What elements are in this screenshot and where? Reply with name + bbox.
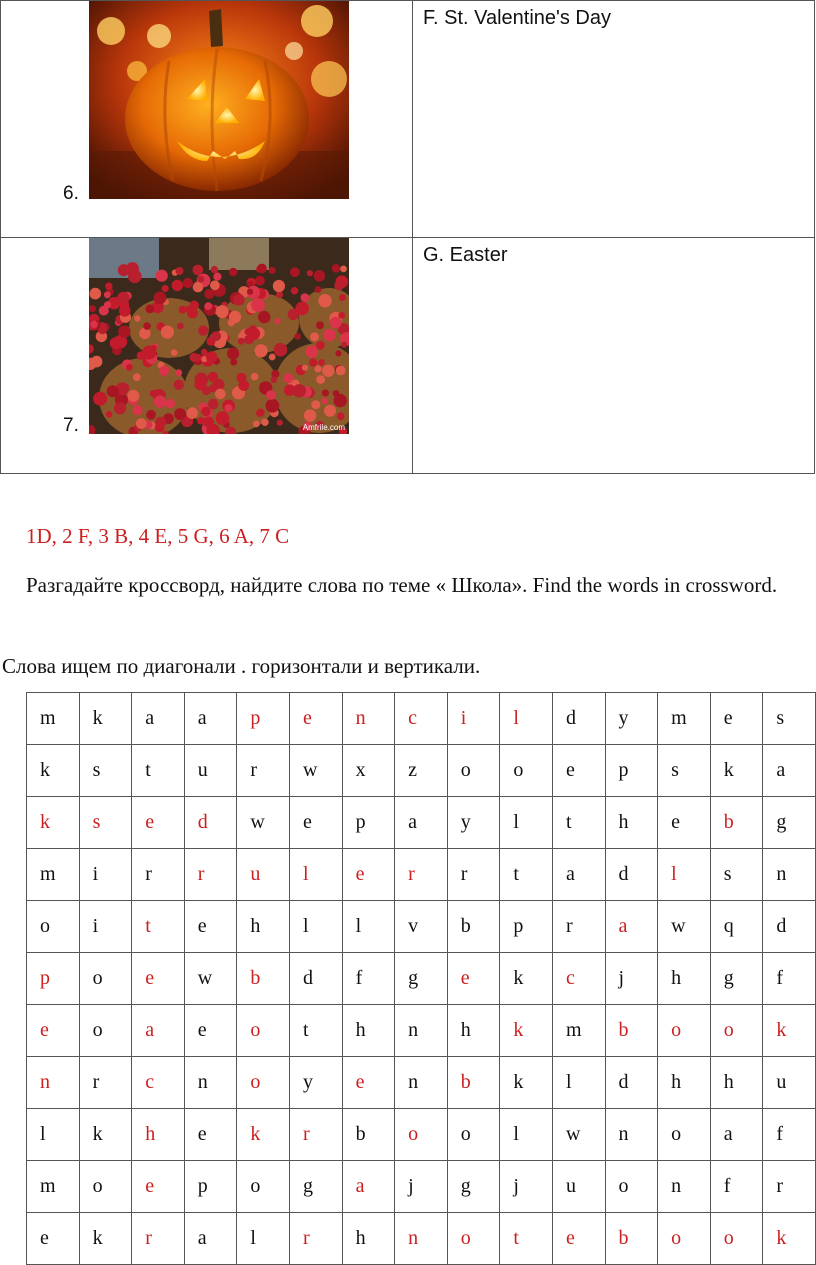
answer-text: F. St. Valentine's Day <box>423 7 611 29</box>
grid-cell[interactable]: h <box>342 1005 395 1057</box>
grid-cell[interactable]: t <box>552 797 605 849</box>
grid-cell[interactable]: p <box>342 797 395 849</box>
grid-cell[interactable]: r <box>184 849 237 901</box>
grid-cell[interactable]: k <box>763 1213 816 1265</box>
grid-cell[interactable]: h <box>132 1109 185 1161</box>
grid-cell[interactable]: k <box>500 1005 553 1057</box>
grid-cell[interactable]: r <box>395 849 448 901</box>
grid-cell[interactable]: r <box>237 745 290 797</box>
grid-cell[interactable]: b <box>605 1213 658 1265</box>
matching-row <box>1 238 815 474</box>
grid-cell[interactable]: e <box>184 901 237 953</box>
grid-cell[interactable]: n <box>605 1109 658 1161</box>
grid-cell[interactable]: l <box>500 693 553 745</box>
grid-cell[interactable]: s <box>710 849 763 901</box>
grid-cell[interactable]: j <box>605 953 658 1005</box>
grid-cell[interactable]: c <box>552 953 605 1005</box>
grid-cell[interactable]: l <box>237 1213 290 1265</box>
grid-cell[interactable]: y <box>447 797 500 849</box>
grid-cell[interactable]: d <box>552 693 605 745</box>
grid-cell[interactable]: o <box>447 1213 500 1265</box>
answer-key: 1D, 2 F, 3 B, 4 E, 5 G, 6 A, 7 C <box>26 524 290 548</box>
grid-cell[interactable]: e <box>132 953 185 1005</box>
grid-cell[interactable]: l <box>500 1109 553 1161</box>
grid-cell[interactable]: g <box>289 1161 342 1213</box>
grid-cell[interactable]: k <box>500 953 553 1005</box>
grid-cell[interactable]: h <box>658 953 711 1005</box>
grid-cell[interactable]: b <box>710 797 763 849</box>
photo-watermark: Amfrile.com <box>302 423 345 432</box>
grid-cell[interactable]: p <box>500 901 553 953</box>
item-number: 7. <box>63 415 79 436</box>
grid-cell[interactable]: y <box>605 693 658 745</box>
grid-cell[interactable]: o <box>237 1057 290 1109</box>
grid-cell[interactable]: e <box>710 693 763 745</box>
grid-cell[interactable]: a <box>184 1213 237 1265</box>
grid-cell[interactable]: i <box>79 901 132 953</box>
grid-cell[interactable]: a <box>395 797 448 849</box>
grid-cell[interactable]: n <box>395 1213 448 1265</box>
grid-cell[interactable]: a <box>605 901 658 953</box>
grid-cell[interactable]: n <box>763 849 816 901</box>
grid-row <box>27 1057 816 1109</box>
grid-cell[interactable]: k <box>763 1005 816 1057</box>
grid-cell[interactable]: a <box>184 693 237 745</box>
grid-cell[interactable]: b <box>447 1057 500 1109</box>
picture-cell <box>1 238 413 474</box>
grid-cell[interactable]: p <box>237 693 290 745</box>
grid-cell[interactable]: e <box>184 1109 237 1161</box>
grid-cell[interactable]: e <box>289 797 342 849</box>
grid-cell[interactable]: e <box>289 693 342 745</box>
word-search-grid <box>26 692 816 1265</box>
matching-table <box>0 0 815 474</box>
grid-cell[interactable]: l <box>658 849 711 901</box>
grid-cell[interactable]: e <box>184 1005 237 1057</box>
grid-cell[interactable]: l <box>552 1057 605 1109</box>
grid-cell[interactable]: s <box>79 797 132 849</box>
grid-cell[interactable]: q <box>710 901 763 953</box>
grid-cell[interactable]: w <box>658 901 711 953</box>
grid-cell[interactable]: x <box>342 745 395 797</box>
grid-cell[interactable]: g <box>395 953 448 1005</box>
grid-cell[interactable]: p <box>605 745 658 797</box>
apple-baskets-photo <box>89 238 349 434</box>
grid-cell[interactable]: e <box>447 953 500 1005</box>
halloween-pumpkin-photo <box>89 1 349 199</box>
picture-cell <box>1 1 413 238</box>
grid-cell[interactable]: k <box>79 693 132 745</box>
grid-cell[interactable]: o <box>27 901 80 953</box>
grid-row <box>27 1213 816 1265</box>
grid-cell[interactable]: e <box>552 1213 605 1265</box>
grid-cell[interactable]: l <box>289 901 342 953</box>
grid-row <box>27 693 816 745</box>
grid-cell[interactable]: o <box>605 1161 658 1213</box>
grid-cell[interactable]: r <box>132 1213 185 1265</box>
grid-cell[interactable]: w <box>237 797 290 849</box>
grid-cell[interactable]: j <box>500 1161 553 1213</box>
grid-cell[interactable]: o <box>658 1213 711 1265</box>
grid-row <box>27 849 816 901</box>
grid-cell[interactable]: s <box>79 745 132 797</box>
grid-cell[interactable]: v <box>395 901 448 953</box>
grid-cell[interactable]: k <box>500 1057 553 1109</box>
grid-cell[interactable]: m <box>27 1161 80 1213</box>
grid-cell[interactable]: l <box>27 1109 80 1161</box>
grid-cell[interactable]: s <box>658 745 711 797</box>
grid-cell[interactable]: b <box>342 1109 395 1161</box>
item-number: 6. <box>63 183 79 204</box>
grid-cell[interactable]: r <box>289 1213 342 1265</box>
answer-cell <box>413 238 815 474</box>
grid-row <box>27 1109 816 1161</box>
grid-cell[interactable]: n <box>395 1057 448 1109</box>
grid-cell[interactable]: u <box>763 1057 816 1109</box>
grid-cell[interactable]: a <box>552 849 605 901</box>
grid-cell[interactable]: o <box>658 1109 711 1161</box>
grid-cell[interactable]: k <box>710 745 763 797</box>
grid-cell[interactable]: b <box>447 901 500 953</box>
grid-row <box>27 745 816 797</box>
grid-row <box>27 901 816 953</box>
grid-cell[interactable]: l <box>342 901 395 953</box>
grid-cell[interactable]: o <box>658 1005 711 1057</box>
grid-row <box>27 1161 816 1213</box>
grid-cell[interactable]: k <box>27 745 80 797</box>
search-hint: Слова ищем по диагонали . горизонтали и вертикали. <box>2 654 481 678</box>
grid-row <box>27 1005 816 1057</box>
grid-cell[interactable]: r <box>132 849 185 901</box>
grid-cell[interactable]: z <box>395 745 448 797</box>
grid-cell[interactable]: h <box>605 797 658 849</box>
grid-cell[interactable]: e <box>132 1161 185 1213</box>
grid-cell[interactable]: a <box>763 745 816 797</box>
grid-cell[interactable]: i <box>447 693 500 745</box>
grid-cell[interactable]: h <box>710 1057 763 1109</box>
grid-cell[interactable]: m <box>552 1005 605 1057</box>
grid-cell[interactable]: o <box>237 1161 290 1213</box>
grid-cell[interactable]: t <box>132 745 185 797</box>
grid-cell[interactable]: n <box>184 1057 237 1109</box>
grid-cell[interactable]: k <box>79 1213 132 1265</box>
grid-cell[interactable]: f <box>710 1161 763 1213</box>
grid-cell[interactable]: e <box>27 1213 80 1265</box>
grid-cell[interactable]: a <box>132 693 185 745</box>
grid-cell[interactable]: t <box>132 901 185 953</box>
grid-cell[interactable]: n <box>342 693 395 745</box>
grid-cell[interactable]: h <box>447 1005 500 1057</box>
grid-cell[interactable]: o <box>500 745 553 797</box>
grid-cell[interactable]: f <box>763 1109 816 1161</box>
grid-cell[interactable]: n <box>27 1057 80 1109</box>
grid-cell[interactable]: d <box>184 797 237 849</box>
grid-cell[interactable]: o <box>79 1161 132 1213</box>
grid-cell[interactable]: o <box>79 953 132 1005</box>
grid-cell[interactable]: t <box>500 849 553 901</box>
matching-row <box>1 1 815 238</box>
grid-cell[interactable]: d <box>605 849 658 901</box>
grid-cell[interactable]: m <box>27 693 80 745</box>
grid-cell[interactable]: e <box>552 745 605 797</box>
grid-cell[interactable]: p <box>27 953 80 1005</box>
grid-cell[interactable]: o <box>237 1005 290 1057</box>
grid-cell[interactable]: b <box>605 1005 658 1057</box>
grid-cell[interactable]: w <box>552 1109 605 1161</box>
grid-cell[interactable]: d <box>605 1057 658 1109</box>
grid-cell[interactable]: r <box>79 1057 132 1109</box>
grid-row <box>27 953 816 1005</box>
grid-cell[interactable]: e <box>132 797 185 849</box>
grid-cell[interactable]: h <box>342 1213 395 1265</box>
grid-cell[interactable]: r <box>289 1109 342 1161</box>
grid-cell[interactable]: e <box>27 1005 80 1057</box>
grid-cell[interactable]: k <box>79 1109 132 1161</box>
grid-cell[interactable]: r <box>763 1161 816 1213</box>
grid-cell[interactable]: c <box>395 693 448 745</box>
grid-cell[interactable]: o <box>395 1109 448 1161</box>
grid-cell[interactable]: f <box>342 953 395 1005</box>
grid-cell[interactable]: u <box>552 1161 605 1213</box>
grid-cell[interactable]: t <box>289 1005 342 1057</box>
grid-cell[interactable]: a <box>710 1109 763 1161</box>
grid-cell[interactable]: a <box>132 1005 185 1057</box>
grid-cell[interactable]: e <box>342 849 395 901</box>
grid-cell[interactable]: o <box>79 1005 132 1057</box>
grid-cell[interactable]: k <box>237 1109 290 1161</box>
grid-cell[interactable]: g <box>710 953 763 1005</box>
grid-cell[interactable]: o <box>447 745 500 797</box>
grid-cell[interactable]: d <box>763 901 816 953</box>
grid-row <box>27 797 816 849</box>
answer-cell <box>413 1 815 238</box>
task-instruction: Разгадайте кроссворд, найдите слова по теме « Школа». Find the words in crossword. <box>26 573 778 597</box>
grid-cell[interactable]: g <box>763 797 816 849</box>
grid-cell[interactable]: h <box>237 901 290 953</box>
grid-cell[interactable]: w <box>184 953 237 1005</box>
grid-cell[interactable]: m <box>27 849 80 901</box>
grid-cell[interactable]: e <box>658 797 711 849</box>
grid-cell[interactable]: j <box>395 1161 448 1213</box>
grid-cell[interactable]: l <box>500 797 553 849</box>
grid-cell[interactable]: l <box>289 849 342 901</box>
grid-cell[interactable]: s <box>763 693 816 745</box>
grid-cell[interactable]: i <box>79 849 132 901</box>
grid-cell[interactable]: r <box>447 849 500 901</box>
grid-cell[interactable]: k <box>27 797 80 849</box>
answer-text: G. Easter <box>423 244 508 266</box>
grid-cell[interactable]: o <box>447 1109 500 1161</box>
grid-cell[interactable]: m <box>658 693 711 745</box>
grid-cell[interactable]: b <box>237 953 290 1005</box>
grid-cell[interactable]: d <box>289 953 342 1005</box>
grid-cell[interactable]: n <box>658 1161 711 1213</box>
grid-cell[interactable]: e <box>342 1057 395 1109</box>
grid-cell[interactable]: h <box>658 1057 711 1109</box>
grid-cell[interactable]: p <box>184 1161 237 1213</box>
grid-cell[interactable]: r <box>552 901 605 953</box>
grid-cell[interactable]: w <box>289 745 342 797</box>
grid-cell[interactable]: t <box>500 1213 553 1265</box>
grid-cell[interactable]: u <box>184 745 237 797</box>
grid-cell[interactable]: a <box>342 1161 395 1213</box>
grid-cell[interactable]: g <box>447 1161 500 1213</box>
grid-cell[interactable]: y <box>289 1057 342 1109</box>
grid-cell[interactable]: o <box>710 1005 763 1057</box>
grid-cell[interactable]: u <box>237 849 290 901</box>
grid-cell[interactable]: f <box>763 953 816 1005</box>
grid-cell[interactable]: n <box>395 1005 448 1057</box>
grid-cell[interactable]: c <box>132 1057 185 1109</box>
grid-cell[interactable]: o <box>710 1213 763 1265</box>
